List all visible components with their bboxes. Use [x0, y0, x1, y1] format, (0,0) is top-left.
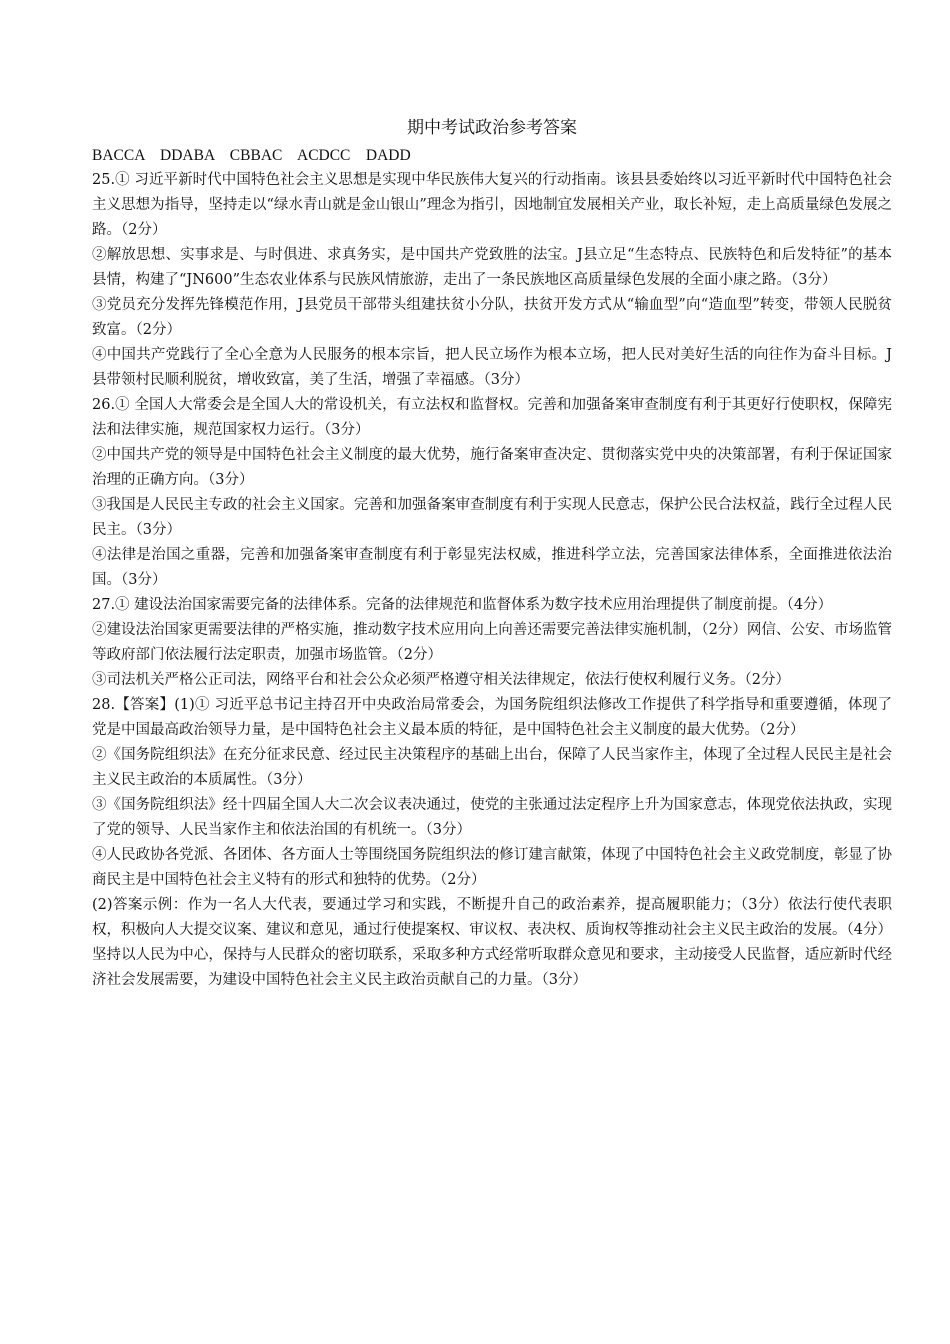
page-title: 期中考试政治参考答案	[407, 118, 577, 138]
answer-paragraph: ②建设法治国家更需要法律的严格实施，推动数字技术应用向上向善还需要完善法律实施机制，（2分）网信、公安、市场监管等政府部门依法履行法定职责，加强市场监管。（2分）	[92, 622, 892, 663]
answer-paragraph: ②解放思想、实事求是、与时俱进、求真务实，是中国共产党致胜的法宝。J县立足“生态特点、民族特色和后发特征”的基本县情，构建了“JN600”生态农业体系与民族风情旅游，走出了一条民族地区高质量绿色发展的全面小康之路。（3分）	[92, 247, 892, 288]
answer-paragraph: ④人民政协各党派、各团体、各方面人士等围绕国务院组织法的修订建言献策，体现了中国特色社会主义政党制度，彰显了协商民主是中国特色社会主义特有的形式和独特的优势。（2分）	[92, 847, 892, 888]
answer-paragraph: (2)答案示例：作为一名人大代表，要通过学习和实践，不断提升自己的政治素养，提高履职能力；（3分）依法行使代表职权，积极向人大提交议案、建议和意见，通过行使提案权、审议权、表决权、质询权等推动社会主义民主政治的发展。（4分）坚持以人民为中心，保持与人民群众的密切联系，采取多种方式经常听取群众意见和要求，主动接受人民监督，适应新时代经济社会发展需要，为建设中国特色社会主义民主政治贡献自己的力量。（3分）	[92, 897, 892, 988]
answer-content	[92, 116, 892, 993]
answer-paragraph: 26.① 全国人大常委会是全国人大的常设机关，有立法权和监督权。完善和加强备案审查制度有利于其更好行使职权，保障宪法和法律实施，规范国家权力运行。（3分）	[92, 397, 892, 438]
answer-paragraph: ②中国共产党的领导是中国特色社会主义制度的最大优势，施行备案审查决定、贯彻落实党中央的决策部署，有利于保证国家治理的正确方向。（3分）	[92, 447, 892, 488]
answer-paragraph: ③我国是人民民主专政的社会主义国家。完善和加强备案审查制度有利于实现人民意志，保护公民合法权益，践行全过程人民民主。（3分）	[92, 497, 892, 538]
answer-paragraph: ④法律是治国之重器，完善和加强备案审查制度有利于彰显宪法权威，推进科学立法，完善国家法律体系，全面推进依法治国。（3分）	[92, 547, 892, 588]
multiple-choice-answers: BACCA DDABA CBBAC ACDCC DADD	[92, 147, 411, 164]
answer-paragraph: ④中国共产党践行了全心全意为人民服务的根本宗旨，把人民立场作为根本立场，把人民对美好生活的向往作为奋斗目标。J县带领村民顺利脱贫，增收致富，美了生活，增强了幸福感。（3分）	[92, 347, 892, 388]
answer-paragraph: 27.① 建设法治国家需要完备的法律体系。完备的法律规范和监督体系为数字技术应用治理提供了制度前提。（4分）	[92, 597, 833, 613]
answer-paragraph: 25.① 习近平新时代中国特色社会主义思想是实现中华民族伟大复兴的行动指南。该县县委始终以习近平新时代中国特色社会主义思想为指导，坚持走以“绿水青山就是金山银山”理念为指引，因地制宜发展相关产业，取长补短，走上高质量绿色发展之路。（2分）	[92, 172, 892, 238]
answer-paragraph: ②《国务院组织法》在充分征求民意、经过民主决策程序的基础上出台，保障了人民当家作主，体现了全过程人民民主是社会主义民主政治的本质属性。（3分）	[92, 747, 892, 788]
answer-paragraph: 28.【答案】(1)① 习近平总书记主持召开中央政治局常委会，为国务院组织法修改工作提供了科学指导和重要遵循，体现了党是中国最高政治领导力量，是中国特色社会主义最本质的特征，是中国特色社会主义制度的最大优势。（2分）	[92, 697, 892, 738]
answer-paragraph: ③党员充分发挥先锋模范作用，J县党员干部带头组建扶贫小分队，扶贫开发方式从“输血型”向“造血型”转变，带领人民脱贫致富。（2分）	[92, 297, 892, 338]
answer-paragraph: ③司法机关严格公正司法，网络平台和社会公众必须严格遵守相关法律规定，依法行使权利履行义务。（2分）	[92, 672, 790, 688]
answer-paragraph: ③《国务院组织法》经十四届全国人大二次会议表决通过，使党的主张通过法定程序上升为国家意志，体现党依法执政，实现了党的领导、人民当家作主和依法治国的有机统一。（3分）	[92, 797, 892, 838]
